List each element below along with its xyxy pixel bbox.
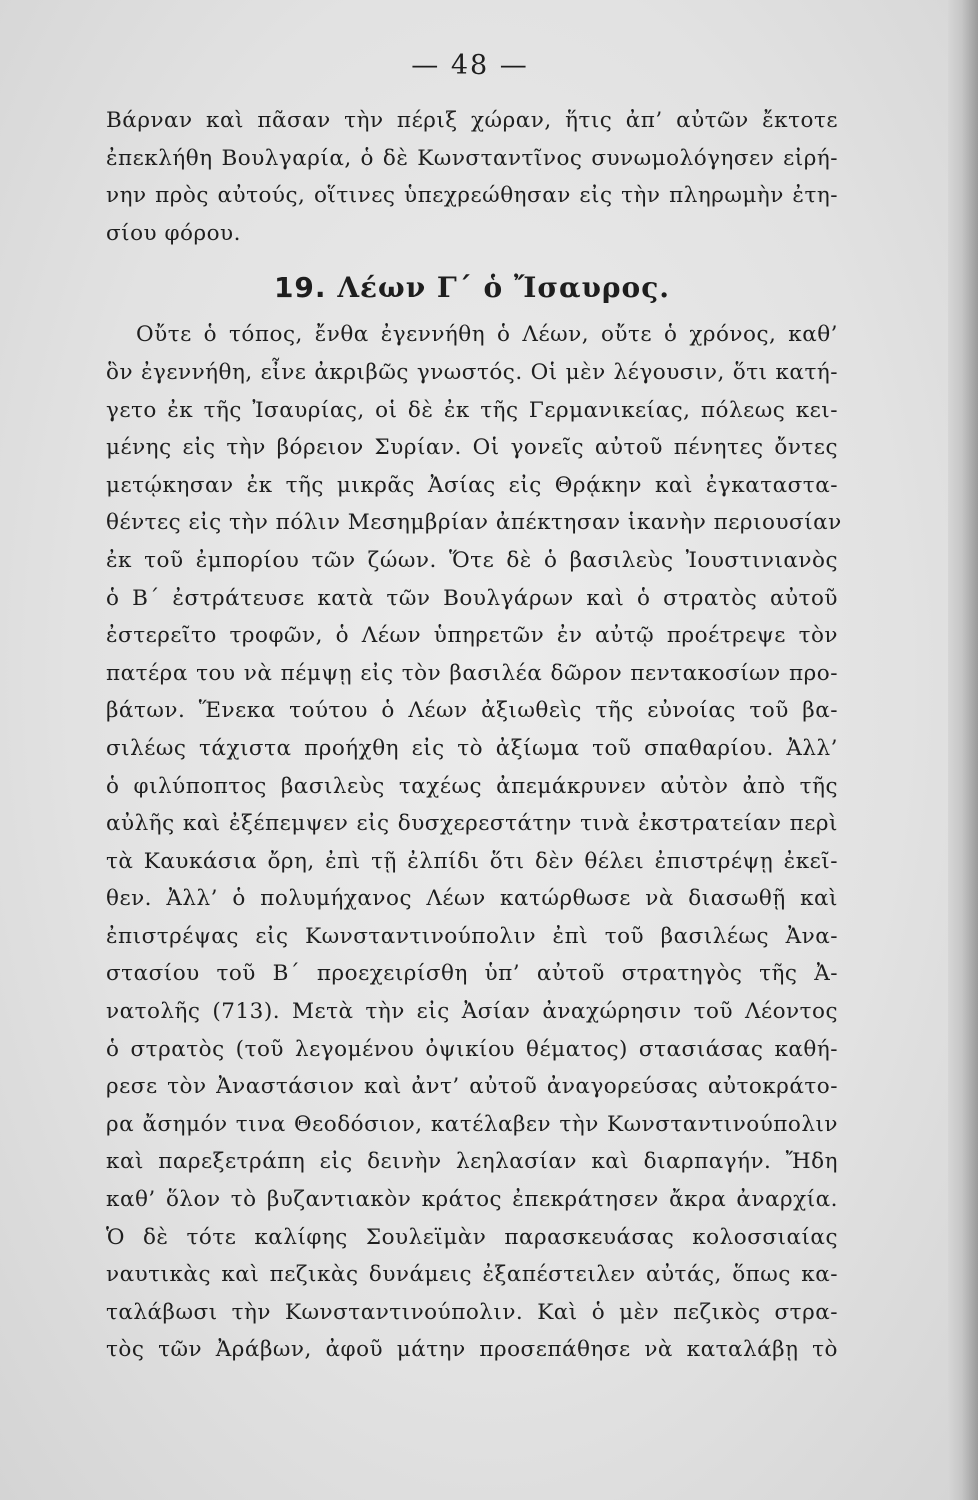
text-line: ἐστερεῖτο τροφῶν, ὁ Λέων ὑπηρετῶν ἐν αὐτῷ προέτρεψε τὸν <box>106 623 838 649</box>
text-line: τὰ Καυκάσια ὄρη, ἐπὶ τῇ ἐλπίδι ὅτι δὲν θέλει ἐπιστρέψῃ ἐκεῖ- <box>106 848 838 874</box>
text-line: καὶ παρεξετράπη εἰς δεινὴν λεηλασίαν καὶ διαρπαγήν. Ἤδη <box>106 1149 838 1175</box>
text-line: νην πρὸς αὐτούς, οἵτινες ὑπεχρεώθησαν εἰς τὴν πληρωμὴν ἐτη- <box>106 183 838 209</box>
text-line: γετο ἐκ τῆς Ἰσαυρίας, οἱ δὲ ἐκ τῆς Γερμανικείας, πόλεως κει- <box>106 397 838 423</box>
text-line: ὃν ἐγεννήθη, εἶνε ἀκριβῶς γνωστός. Οἱ μὲν λέγουσιν, ὅτι κατή- <box>106 359 838 385</box>
text-line: τὸς τῶν Ἀράβων, ἀφοῦ μάτην προσεπάθησε νὰ καταλάβῃ τὸ <box>106 1337 838 1363</box>
text-line: ἐπεκλήθη Βουλγαρία, ὁ δὲ Κωνσταντῖνος συνωμολόγησεν εἰρή- <box>106 145 838 171</box>
text-line: αὐλῆς καὶ ἐξέπεμψεν εἰς δυσχερεστάτην τινὰ ἐκστρατείαν περὶ <box>106 811 838 837</box>
text-line: στασίου τοῦ Β΄ προεχειρίσθη ὑπ’ αὐτοῦ στρατηγὸς τῆς Ἀ- <box>106 961 838 987</box>
text-line: ρεσε τὸν Ἀναστάσιον καὶ ἀντ’ αὐτοῦ ἀναγορεύσας αὐτοκράτο- <box>106 1074 838 1100</box>
section-title: Λέων Γ΄ ὁ Ἴσαυρος. <box>337 271 671 305</box>
body-text <box>106 102 842 1369</box>
text-line: νατολῆς (713). Μετὰ τὴν εἰς Ἀσίαν ἀναχώρησιν τοῦ Λέοντος <box>106 999 838 1025</box>
text-line: ἐπιστρέψας εἰς Κωνσταντινούπολιν ἐπὶ τοῦ βασιλέως Ἀνα- <box>106 923 838 949</box>
text-line: πατέρα του νὰ πέμψῃ εἰς τὸν βασιλέα δῶρον πεντακοσίων προ- <box>106 660 838 686</box>
paragraph-continued <box>106 102 838 252</box>
paragraph-main <box>106 316 842 1369</box>
section-number: 19. <box>273 271 327 305</box>
text-line: ὁ στρατὸς (τοῦ λεγομένου ὀψικίου θέματος) στασιάσας καθή- <box>106 1036 838 1062</box>
text-line: μετῴκησαν ἐκ τῆς μικρᾶς Ἀσίας εἰς Θρᾴκην καὶ ἐγκαταστα- <box>106 472 838 498</box>
text-line: μένης εἰς τὴν βόρειον Συρίαν. Οἱ γονεῖς αὐτοῦ πένητες ὄντες <box>106 435 838 461</box>
text-line: Βάρναν καὶ πᾶσαν τὴν πέριξ χώραν, ἥτις ἀπ’ αὐτῶν ἔκτοτε <box>106 108 838 133</box>
text-line: θέντες εἰς τὴν πόλιν Μεσημβρίαν ἀπέκτησαν ἱκανὴν περιουσίαν <box>106 510 842 536</box>
text-line: ἐκ τοῦ ἐμπορίου τῶν ζώων. Ὅτε δὲ ὁ βασιλεὺς Ἰουστινιανὸς <box>106 547 838 573</box>
text-line: βάτων. Ἕνεκα τούτου ὁ Λέων ἀξιωθεὶς τῆς εὐνοίας τοῦ βα- <box>106 698 838 724</box>
text-line: θεν. Ἀλλ’ ὁ πολυμήχανος Λέων κατώρθωσε νὰ διασωθῇ καὶ <box>106 886 838 912</box>
text-line: ὁ φιλύποπτος βασιλεὺς ταχέως ἀπεμάκρυνεν αὐτὸν ἀπὸ τῆς <box>106 773 838 799</box>
text-line: σιλέως τάχιστα προήχθη εἰς τὸ ἀξίωμα τοῦ σπαθαρίου. Ἀλλ’ <box>106 735 838 761</box>
text-line: ταλάβωσι τὴν Κωνσταντινούπολιν. Καὶ ὁ μὲν πεζικὸς στρα- <box>106 1299 838 1325</box>
text-line: καθ’ ὅλον τὸ βυζαντιακὸν κράτος ἐπεκράτησεν ἄκρα ἀναρχία. <box>106 1187 838 1213</box>
page-binding-edge <box>948 0 978 1500</box>
text-line: Οὔτε ὁ τόπος, ἔνθα ἐγεννήθη ὁ Λέων, οὔτε ὁ χρόνος, καθ’ <box>136 322 838 348</box>
text-line: ρα ἄσημόν τινα Θεοδόσιον, κατέλαβεν τὴν Κωνσταντινούπολιν <box>106 1111 838 1137</box>
text-line: σίου φόρου. <box>106 220 241 246</box>
text-line: ναυτικὰς καὶ πεζικὰς δυνάμεις ἐξαπέστειλεν αὐτάς, ὅπως κα- <box>106 1262 838 1288</box>
text-line: Ὁ δὲ τότε καλίφης Σουλεϊμὰν παρασκευάσας κολοσσιαίας <box>106 1224 838 1250</box>
page-number: — 48 — <box>411 50 529 81</box>
text-line: ὁ Β΄ ἐστράτευσε κατὰ τῶν Βουλγάρων καὶ ὁ στρατὸς αὐτοῦ <box>106 585 838 611</box>
section-heading <box>106 262 838 314</box>
